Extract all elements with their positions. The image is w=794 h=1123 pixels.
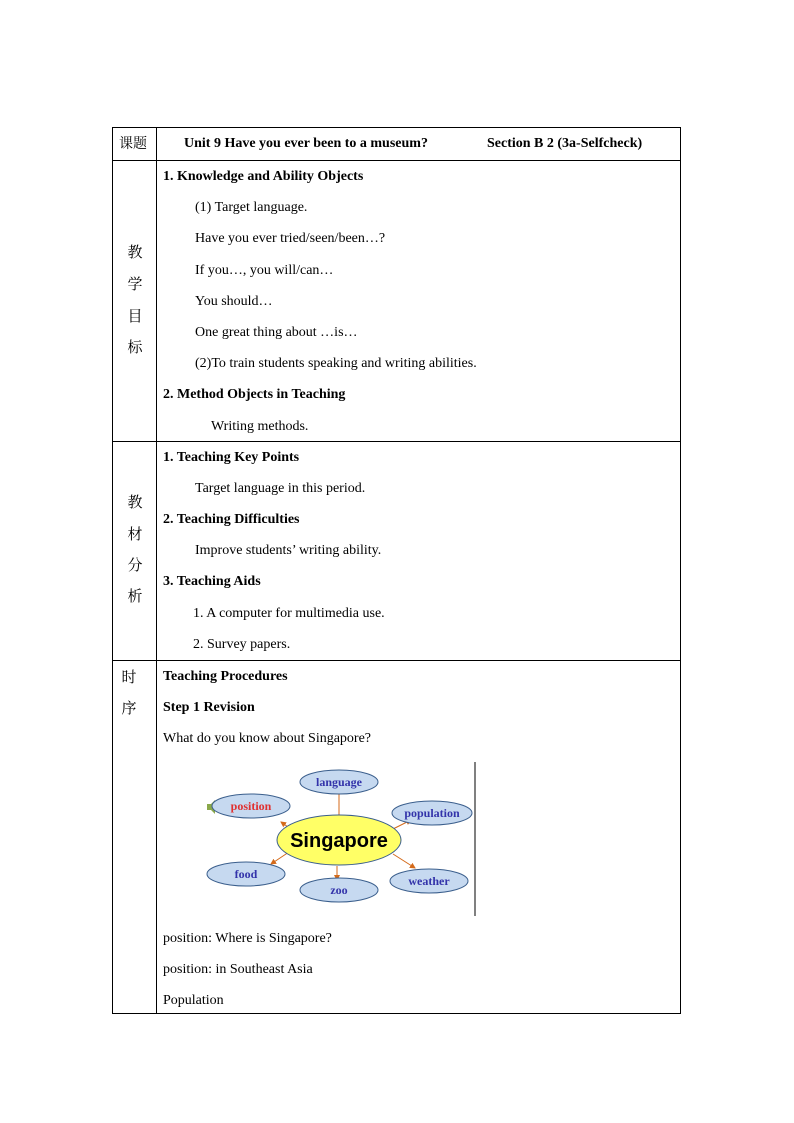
procedure-line: position: Where is Singapore?: [163, 931, 332, 946]
analysis-side-cell: [113, 442, 157, 660]
side-char: 教: [127, 493, 143, 511]
objectives-heading: 1. Knowledge and Ability Objects: [163, 169, 364, 184]
side-char: 教: [127, 243, 143, 261]
procedures-content: [157, 661, 680, 1013]
method-text: Writing methods.: [211, 419, 309, 434]
objective-line: You should…: [195, 294, 273, 309]
side-char: 目: [127, 307, 143, 325]
aid-item: 1. A computer for multimedia use.: [193, 606, 385, 621]
node-population-label: population: [404, 806, 460, 820]
procedure-line: Population: [163, 993, 224, 1008]
step-heading: Step 1 Revision: [163, 700, 255, 715]
procedure-line: position: in Southeast Asia: [163, 962, 313, 977]
section-title: Section B 2 (3a-Selfcheck): [487, 136, 643, 151]
header-label-cell: [113, 128, 157, 160]
aids-heading: 3. Teaching Aids: [163, 574, 261, 589]
procedures-heading: Teaching Procedures: [163, 669, 288, 684]
side-char: 材: [127, 525, 143, 543]
objective-line: (1) Target language.: [195, 200, 308, 215]
method-heading: 2. Method Objects in Teaching: [163, 387, 346, 402]
node-weather-label: weather: [408, 874, 450, 888]
lesson-plan-table: [112, 127, 681, 1014]
objectives-row: [113, 161, 680, 442]
header-label: 课题: [119, 136, 147, 152]
side-char: 析: [127, 587, 143, 605]
node-position-label: position: [230, 799, 272, 813]
unit-title: Unit 9 Have you ever been to a museum?: [184, 136, 428, 151]
node-language-label: language: [315, 775, 363, 789]
side-char: 分: [127, 556, 143, 574]
aid-item: 2. Survey papers.: [193, 637, 291, 652]
objectives-side-cell: [113, 161, 157, 441]
connector-arrow: [393, 854, 415, 868]
key-points-heading: 1. Teaching Key Points: [163, 450, 300, 465]
side-char: 标: [127, 338, 143, 356]
analysis-content: [157, 442, 680, 660]
side-char: 学: [127, 275, 143, 293]
question-text: What do you know about Singapore?: [163, 731, 372, 746]
node-zoo-label: zoo: [330, 883, 348, 897]
difficulties-heading: 2. Teaching Difficulties: [163, 512, 300, 527]
side-char: 时: [121, 668, 137, 686]
difficulties-text: Improve students’ writing ability.: [195, 543, 382, 558]
node-food-label: food: [234, 867, 258, 881]
key-points-text: Target language in this period.: [195, 481, 366, 496]
objective-line: One great thing about …is…: [195, 325, 358, 340]
header-row: [113, 128, 680, 161]
node-singapore-label: Singapore: [290, 830, 388, 852]
procedures-row: [113, 661, 680, 1013]
objectives-content: [157, 161, 680, 441]
header-title-cell: [157, 128, 680, 160]
objective-line: If you…, you will/can…: [195, 263, 334, 278]
singapore-mind-map: [205, 762, 477, 918]
objective-line: (2)To train students speaking and writing abilities.: [195, 356, 477, 371]
analysis-row: [113, 442, 680, 661]
procedures-side-cell: [113, 661, 157, 1013]
objective-line: Have you ever tried/seen/been…?: [195, 231, 386, 246]
side-char: 序: [121, 699, 137, 717]
